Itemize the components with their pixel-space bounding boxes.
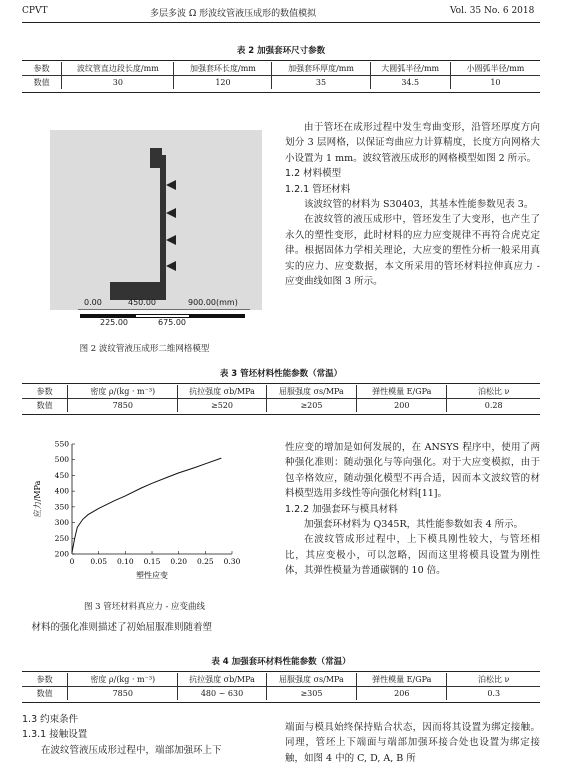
figure2-caption: 图 2 波纹管液压成形二维网格模型: [79, 344, 210, 354]
table4-caption: 表 4 加强套环材料性能参数（常温）: [211, 657, 351, 667]
table2-cell: 34.5: [370, 76, 450, 90]
table3-header: 抗拉强度 σb/MPa: [178, 385, 266, 399]
y-tick-label: 350: [54, 502, 69, 512]
table2-cell: 35: [272, 76, 370, 90]
paragraph: 加强套环材料为 Q345R，其性能参数如表 4 所示。: [304, 519, 524, 531]
x-tick-label: 0.10: [116, 557, 134, 566]
x-tick-label: 0.20: [170, 557, 188, 566]
scale-label-0: 0.00: [84, 298, 102, 307]
table3-header-row: [22, 385, 540, 399]
table3-bottom-rule: [22, 414, 540, 415]
table2-header: 小圆弧半径/mm: [450, 62, 540, 76]
table2-header-row: [22, 62, 540, 76]
subsection-heading: 1.2.1 管坯材料: [285, 183, 351, 195]
scale-label-675: 675.00: [158, 318, 186, 327]
table2-caption: 表 2 加强套环尺寸参数: [236, 46, 326, 56]
table4: [22, 673, 540, 700]
right-column-2: [285, 440, 540, 579]
volume-info: Vol. 35 No. 6 2018: [450, 6, 535, 16]
table3-cell: ≥520: [178, 399, 266, 413]
section-heading: 1.2 材料模型: [285, 168, 342, 180]
figure3-caption: 图 3 管坯材料真应力 - 应变曲线: [83, 602, 206, 612]
running-title: 多层多波 Ω 形波纹管液压成形的数值模拟: [150, 9, 317, 19]
table4-bottom-rule: [22, 702, 540, 703]
left-paragraph: 材料的强化准则描述了初始屈服准则随着塑: [31, 622, 213, 633]
y-axis-label: 应力/MPa: [33, 480, 42, 518]
tube-blank: [160, 156, 166, 284]
table4-cell: 0.3: [447, 687, 540, 701]
table3-cell: 200: [357, 399, 447, 413]
table2-top-rule: [22, 60, 540, 61]
bottom-right-paragraph: 端面与模具始终保持贴合状态，因而将其设置为绑定接触。同理，管坯上下端面与端部加强环接合处也设置为绑定接触，如图 4 中的 C, D, A, B 所: [285, 722, 540, 764]
y-tick-label: 200: [54, 549, 69, 559]
stress-strain-chart: [30, 438, 255, 588]
table2-bottom-rule: [22, 92, 540, 93]
table4-header: 参数: [22, 673, 68, 687]
journal-name: CPVT: [22, 6, 48, 16]
table4-header: 泊松比 ν: [447, 673, 540, 687]
table2-cell: 30: [62, 76, 174, 90]
table3-header: 参数: [22, 385, 68, 399]
paragraph: 在波纹管成形过程中，上下模具刚性较大，与管坯相比，其应变极小，可以忽略，因而这里将模具设置为刚性体，其弹性模量为普通碳钢的 10 倍。: [285, 534, 540, 577]
scale-label-900: 900.00(mm): [188, 298, 238, 307]
y-tick-label: 250: [54, 533, 69, 543]
y-tick-label: 550: [54, 439, 69, 449]
table4-header: 抗拉强度 σb/MPa: [178, 673, 266, 687]
scale-segment: [190, 314, 245, 318]
table3-header: 弹性模量 E/GPa: [357, 385, 447, 399]
table-row: [22, 76, 540, 90]
table2-cell: 10: [450, 76, 540, 90]
table3-header: 屈服强度 σs/MPa: [266, 385, 356, 399]
subsection-heading: 1.2.2 加强套环与模具材料: [285, 503, 398, 515]
table2: [22, 62, 540, 89]
table3-cell: ≥205: [266, 399, 356, 413]
table3-caption: 表 3 管坯材料性能参数（常温）: [219, 369, 343, 379]
scale-label-225: 225.00: [100, 318, 128, 327]
x-tick-label: 0.05: [90, 557, 108, 566]
table2-header: 大圆弧半径/mm: [370, 62, 450, 76]
x-tick-label: 0: [69, 557, 75, 566]
x-tick-label: 0.25: [196, 557, 214, 566]
stress-strain-curve: [72, 458, 221, 552]
x-tick-label: 0.15: [143, 557, 161, 566]
paragraph: 在波纹管液压成形过程中，端部加强环上下: [41, 744, 222, 756]
paragraph: 该波纹管的材料为 S30403，其基本性能参数见表 3。: [304, 199, 534, 211]
table2-cell: 数值: [33, 78, 50, 87]
y-tick-label: 300: [54, 518, 69, 528]
table4-header: 弹性模量 E/GPa: [357, 673, 447, 687]
bottom-left-column: [22, 712, 272, 758]
table4-cell: 480 ~ 630: [178, 687, 266, 701]
mesh-model-svg: [50, 130, 262, 310]
table-row: [22, 399, 540, 413]
table3-header: 泊松比 ν: [447, 385, 540, 399]
table2-header: 加强套环长度/mm: [174, 62, 272, 76]
y-tick-label: 450: [54, 470, 69, 480]
table-row: [22, 687, 540, 701]
table3: [22, 385, 540, 412]
x-axis-label: 塑性应变: [136, 571, 168, 580]
table2-header: 波纹管直边段长度/mm: [62, 62, 174, 76]
table3-cell: 7850: [68, 399, 178, 413]
subsection-heading: 1.3.1 接触设置: [22, 729, 88, 741]
table4-top-rule: [22, 671, 540, 672]
right-column-1: [285, 120, 540, 289]
table3-cell: 数值: [36, 401, 53, 410]
table2-header: 加强套环厚度/mm: [272, 62, 370, 76]
table4-cell: 206: [357, 687, 447, 701]
table4-header-row: [22, 673, 540, 687]
paragraph: 在波纹管的液压成形中，管坯发生了大变形，也产生了永久的塑性变形，此时材料的应力应变规律不再符合虎克定律。根据固体力学相关理论，大应变的塑性分析一般采用真实的应力、应变数据，本文所采用的管坯材料拉伸真应力 - 应变曲线如图 3 所示。: [285, 214, 540, 288]
table3-header: 密度 ρ/(kg · m⁻³): [68, 385, 178, 399]
header-rule: [22, 22, 540, 23]
section-heading: 1.3 约束条件: [22, 714, 79, 725]
table4-cell: ≥305: [266, 687, 356, 701]
table3-cell: 0.28: [447, 399, 540, 413]
table2-cell: 120: [174, 76, 272, 90]
y-tick-label: 500: [54, 455, 69, 465]
table4-header: 密度 ρ/(kg · m⁻³): [68, 673, 178, 687]
y-tick-label: 400: [54, 486, 69, 496]
table4-cell: 7850: [68, 687, 178, 701]
paragraph: 性应变的增加是如何发展的，在 ANSYS 程序中，使用了两种强化准则：随动强化与等向强化。对于大应变模拟，由于包辛格效应，随动强化模型不再合适，因而本文波纹管的材料模型选用多线性等向强化材料[11]。: [285, 442, 540, 500]
scale-label-450: 450.00: [128, 298, 156, 307]
figure2-mesh: [50, 130, 262, 310]
table4-header: 屈服强度 σs/MPa: [266, 673, 356, 687]
table2-header: 参数: [22, 62, 62, 76]
paragraph: 由于管坯在成形过程中发生弯曲变形，沿管坯厚度方向划分 3 层网格，以保证弯曲应力计算精度，长度方向网格大小设置为 1 mm。波纹管液压成形的网格模型如图 2 所示。: [285, 122, 540, 164]
table3-top-rule: [22, 383, 540, 384]
x-tick-label: 0.30: [223, 557, 241, 566]
table4-cell: 数值: [36, 689, 53, 698]
